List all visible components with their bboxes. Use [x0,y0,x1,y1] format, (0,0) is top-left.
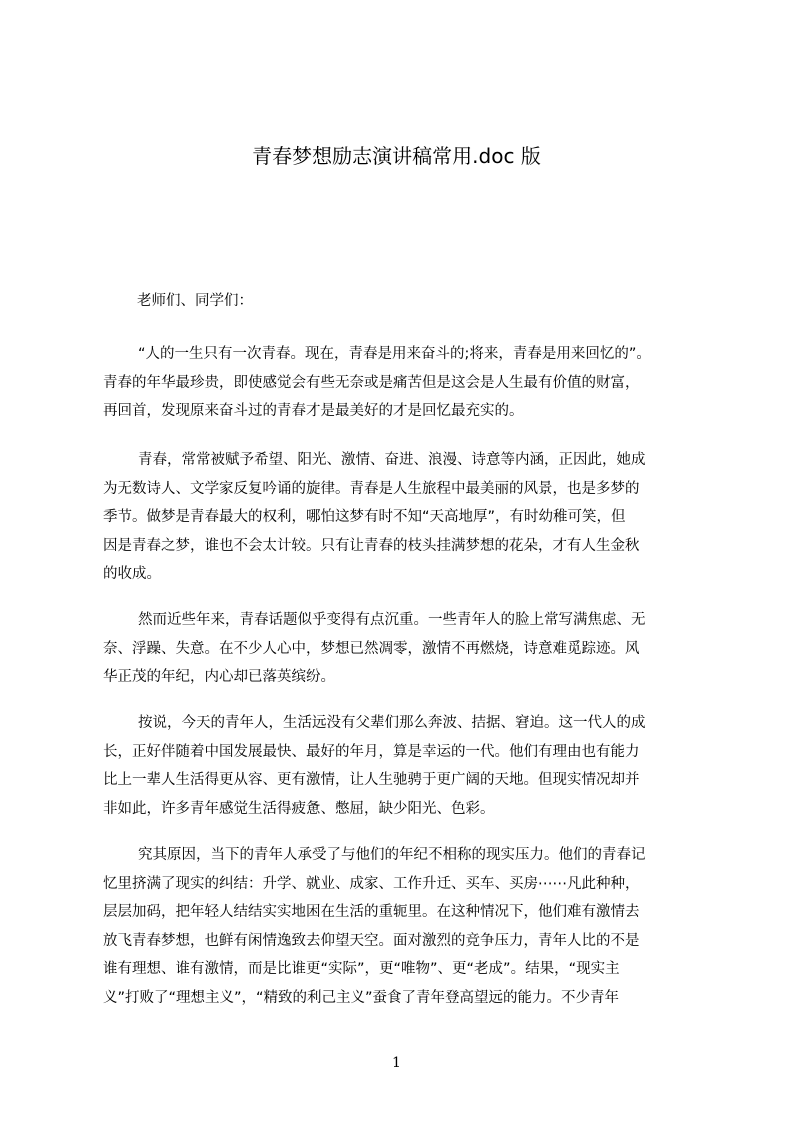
salutation: 老师们、同学们： [137,293,253,309]
paragraph-line: “人的一生只有一次青春。现在，青春是用来奋斗的;将来，青春是用来回忆的”。 [138,346,651,362]
paragraph-1 [103,340,703,426]
paragraph-line: 奈、浮躁、失意。在不少人心中，梦想已然凋零，激情不再燃烧，诗意难觅踪迹。风 [103,640,640,657]
paragraph-line: 再回首，发现原来奋斗过的青春才是最美好的才是回忆最充实的。 [103,403,524,419]
paragraph-line: 忆里挤满了现实的纠结：升学、就业、成家、工作升迁、买车、买房⋯⋯凡此种种， [103,875,640,892]
paragraph-line: 谁有理想、谁有激情，而是比谁更“实际”，更“唯物”、更“老成”。结果，“现实主 [103,961,620,977]
paragraph-line: 层层加码，把年轻人结结实实地困在生活的重轭里。在这种情况下，他们难有激情去 [103,904,640,920]
paragraph-3 [103,606,703,692]
paragraph-line: 为无数诗人、文学家反复吟诵的旋律。青春是人生旅程中最美丽的风景，也是多梦的 [103,480,640,497]
paragraph-line: 非如此，许多青年感觉生活得疲惫、憋屈，缺少阳光、色彩。 [103,800,495,817]
paragraph-line: 按说，今天的青年人，生活远没有父辈们那么奔波、拮据、窘迫。这一代人的成 [138,715,646,731]
paragraph-line: 究其原因，当下的青年人承受了与他们的年纪不相称的现实压力。他们的青春记 [138,847,646,863]
paragraph-line: 因是青春之梦，谁也不会太计较。只有让青春的枝头挂满梦想的花朵，才有人生金秋 [103,537,640,554]
paragraph-line: 青春的年华最珍贵，即使感觉会有些无奈或是痛苦但是这会是人生最有价值的财富， [103,374,640,391]
paragraph-2 [103,446,703,589]
paragraph-4 [103,709,703,823]
paragraph-5 [103,841,703,1012]
paragraph-line: 义”打败了“理想主义”，“精致的利己主义”蚕食了青年登高望远的能力。不少青年 [103,989,620,1006]
paragraph-line: 放飞青春梦想，也鲜有闲情逸致去仰望天空。面对激烈的竞争压力，青年人比的不是 [103,932,640,949]
paragraph-line: 的收成。 [103,566,161,582]
paragraph-line: 然而近些年来，青春话题似乎变得有点沉重。一些青年人的脸上常写满焦虑、无 [138,612,646,628]
document-title: 青春梦想励志演讲稿常用.doc 版 [252,144,541,168]
paragraph-line: 季节。做梦是青春最大的权利，哪怕这梦有时不知“天高地厚”，有时幼稚可笑，但 [103,509,626,525]
paragraph-line: 比上一辈人生活得更从容、更有激情，让人生驰骋于更广阔的天地。但现实情况却并 [103,772,640,788]
paragraph-line: 长，正好伴随着中国发展最快、最好的年月，算是幸运的一代。他们有理由也有能力 [103,743,640,760]
paragraph-line: 青春，常常被赋予希望、阳光、激情、奋进、浪漫、诗意等内涵，正因此，她成 [138,452,646,468]
paragraph-line: 华正茂的年纪，内心却已落英缤纷。 [103,669,335,685]
page-number: 1 [392,1055,401,1071]
